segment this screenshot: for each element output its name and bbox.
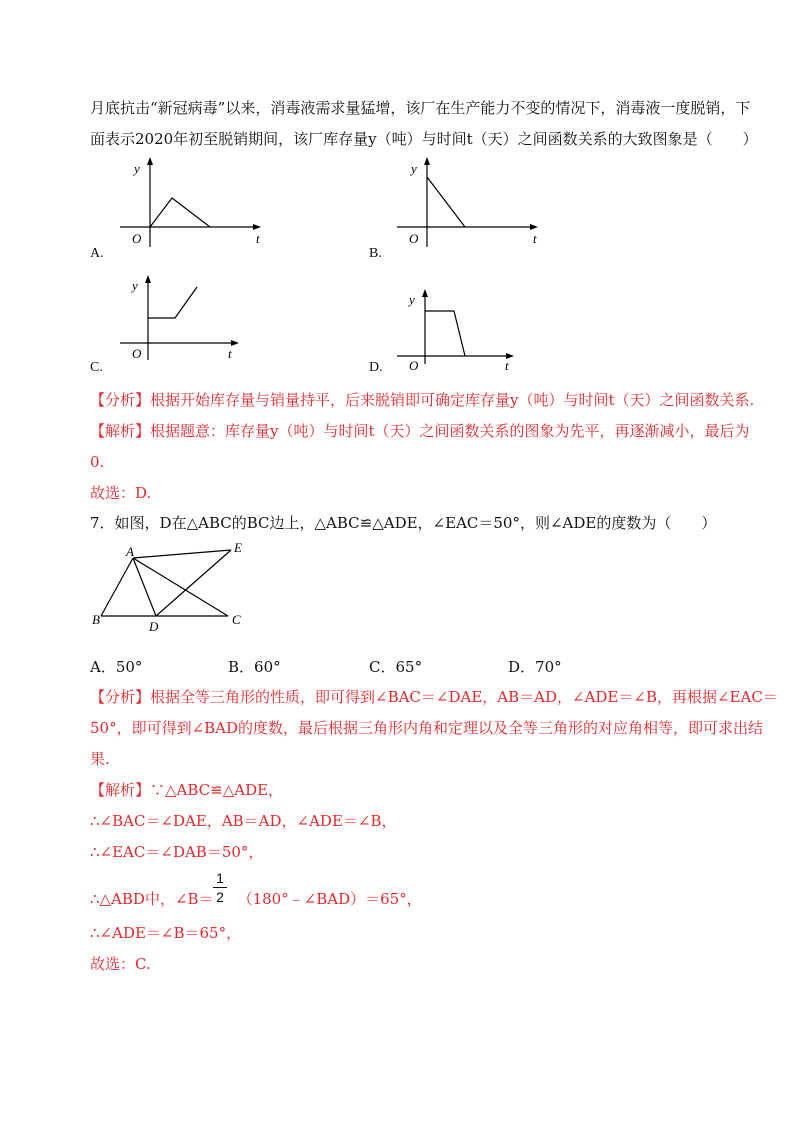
problem6-solution-line1: 【解析】根据题意：库存量y（吨）与时间t（天）之间函数关系的图象为先平，再逐渐减小，最后为 (90, 422, 750, 440)
graph-d-label: D. (369, 360, 383, 375)
graph-c-x-label: t (228, 346, 232, 361)
graph-a-label: A. (90, 246, 104, 261)
option-d: D．70° (508, 658, 562, 676)
graph-c-label: C. (90, 360, 103, 375)
graph-b (395, 155, 545, 255)
problem7-solution-line1: 【解析】∵△ABC≌△ADE， (90, 781, 284, 799)
problem7-solution-line4 (90, 889, 422, 909)
problem6-answer: 故选：D. (90, 484, 152, 502)
graph-b-y-axis (424, 157, 430, 247)
problem6-line1: 月底抗击“新冠病毒”以来，消毒液需求量猛增，该厂在生产能力不变的情况下，消毒液一度脱销，下 (90, 99, 751, 117)
graph-d-origin: O (409, 358, 419, 372)
option-b: B．60° (228, 658, 281, 676)
problem6-analysis: 【分析】根据开始库存量与销量持平，后来脱销即可确定库存量y（吨）与时间t（天）之间函数关系. (90, 391, 755, 409)
graph-d-curve (425, 311, 465, 356)
graph-d-y-axis (422, 289, 428, 364)
graph-b-curve (427, 177, 465, 227)
vertex-b-label: B (92, 612, 100, 627)
option-a: A．50° (90, 658, 143, 676)
problem6-solution-line2: 0. (90, 453, 105, 471)
problem7-solution-line3: ∴∠EAC＝∠DAB＝50°， (90, 843, 264, 861)
vertex-c-label: C (232, 612, 241, 627)
segment-ae (133, 550, 231, 558)
vertex-e-label: E (234, 540, 242, 555)
segment-ab (101, 558, 133, 616)
graph-c-y-label: y (132, 278, 138, 293)
problem7-solution-line2: ∴∠BAC＝∠DAE，AB＝AD，∠ADE＝∠B， (90, 812, 397, 830)
problem7-question: 7．如图，D在△ABC的BC边上，△ABC≌△ADE，∠EAC＝50°，则∠ADE的度数为（ ） (90, 514, 717, 532)
problem7-analysis-line2: 50°，即可得到∠BAD的度数，最后根据三角形内角和定理以及全等三角形的对应角相等，即可求出结 (90, 719, 764, 737)
graph-c-origin: O (132, 346, 142, 361)
graph-a-origin: O (132, 231, 142, 246)
graph-a-x-axis (120, 224, 261, 230)
graph-a-y-axis (147, 157, 153, 247)
problem7-analysis-line1: 【分析】根据全等三角形的性质，即可得到∠BAC＝∠DAE，AB＝AD，∠ADE＝∠B，再根据∠EAC＝ (90, 688, 778, 706)
fraction-half (213, 870, 227, 905)
fraction-denominator: 2 (216, 889, 224, 905)
graph-c (118, 268, 268, 368)
graph-b-y-label: y (411, 161, 417, 176)
graph-b-x-axis (397, 224, 538, 230)
problem7-answer: 故选：C. (90, 955, 151, 973)
solution-line4-prefix: ∴△ABD中，∠B＝ (90, 890, 214, 908)
vertex-a-label: A (126, 544, 134, 559)
graph-d-y-label: y (409, 292, 415, 307)
vertex-d-label: D (149, 619, 159, 634)
solution-line4-suffix: （180°﹣∠BAD）＝65°， (237, 890, 422, 908)
fraction-numerator: 1 (216, 870, 224, 886)
graph-a-curve (150, 198, 210, 227)
problem6-line2: 面表示2020年初至脱销期间，该厂库存量y（吨）与时间t（天）之间函数关系的大致图象是（ ） (90, 130, 758, 148)
graph-a (118, 155, 268, 255)
graph-b-origin: O (409, 231, 419, 246)
graph-c-curve (148, 287, 197, 318)
segment-ad (133, 558, 156, 616)
graph-b-x-label: t (533, 231, 537, 246)
segment-de (156, 550, 231, 616)
problem7-analysis-line3: 果. (90, 750, 110, 768)
graph-a-y-label: y (134, 161, 140, 176)
graph-d (395, 282, 525, 372)
graph-b-label: B. (369, 246, 382, 261)
option-c: C．65° (369, 658, 423, 676)
graph-a-x-label: t (256, 231, 260, 246)
triangle-figure (88, 540, 268, 635)
problem7-solution-line5: ∴∠ADE＝∠B＝65°， (90, 924, 242, 942)
graph-d-x-label: t (505, 358, 509, 372)
segment-ac (133, 558, 228, 616)
